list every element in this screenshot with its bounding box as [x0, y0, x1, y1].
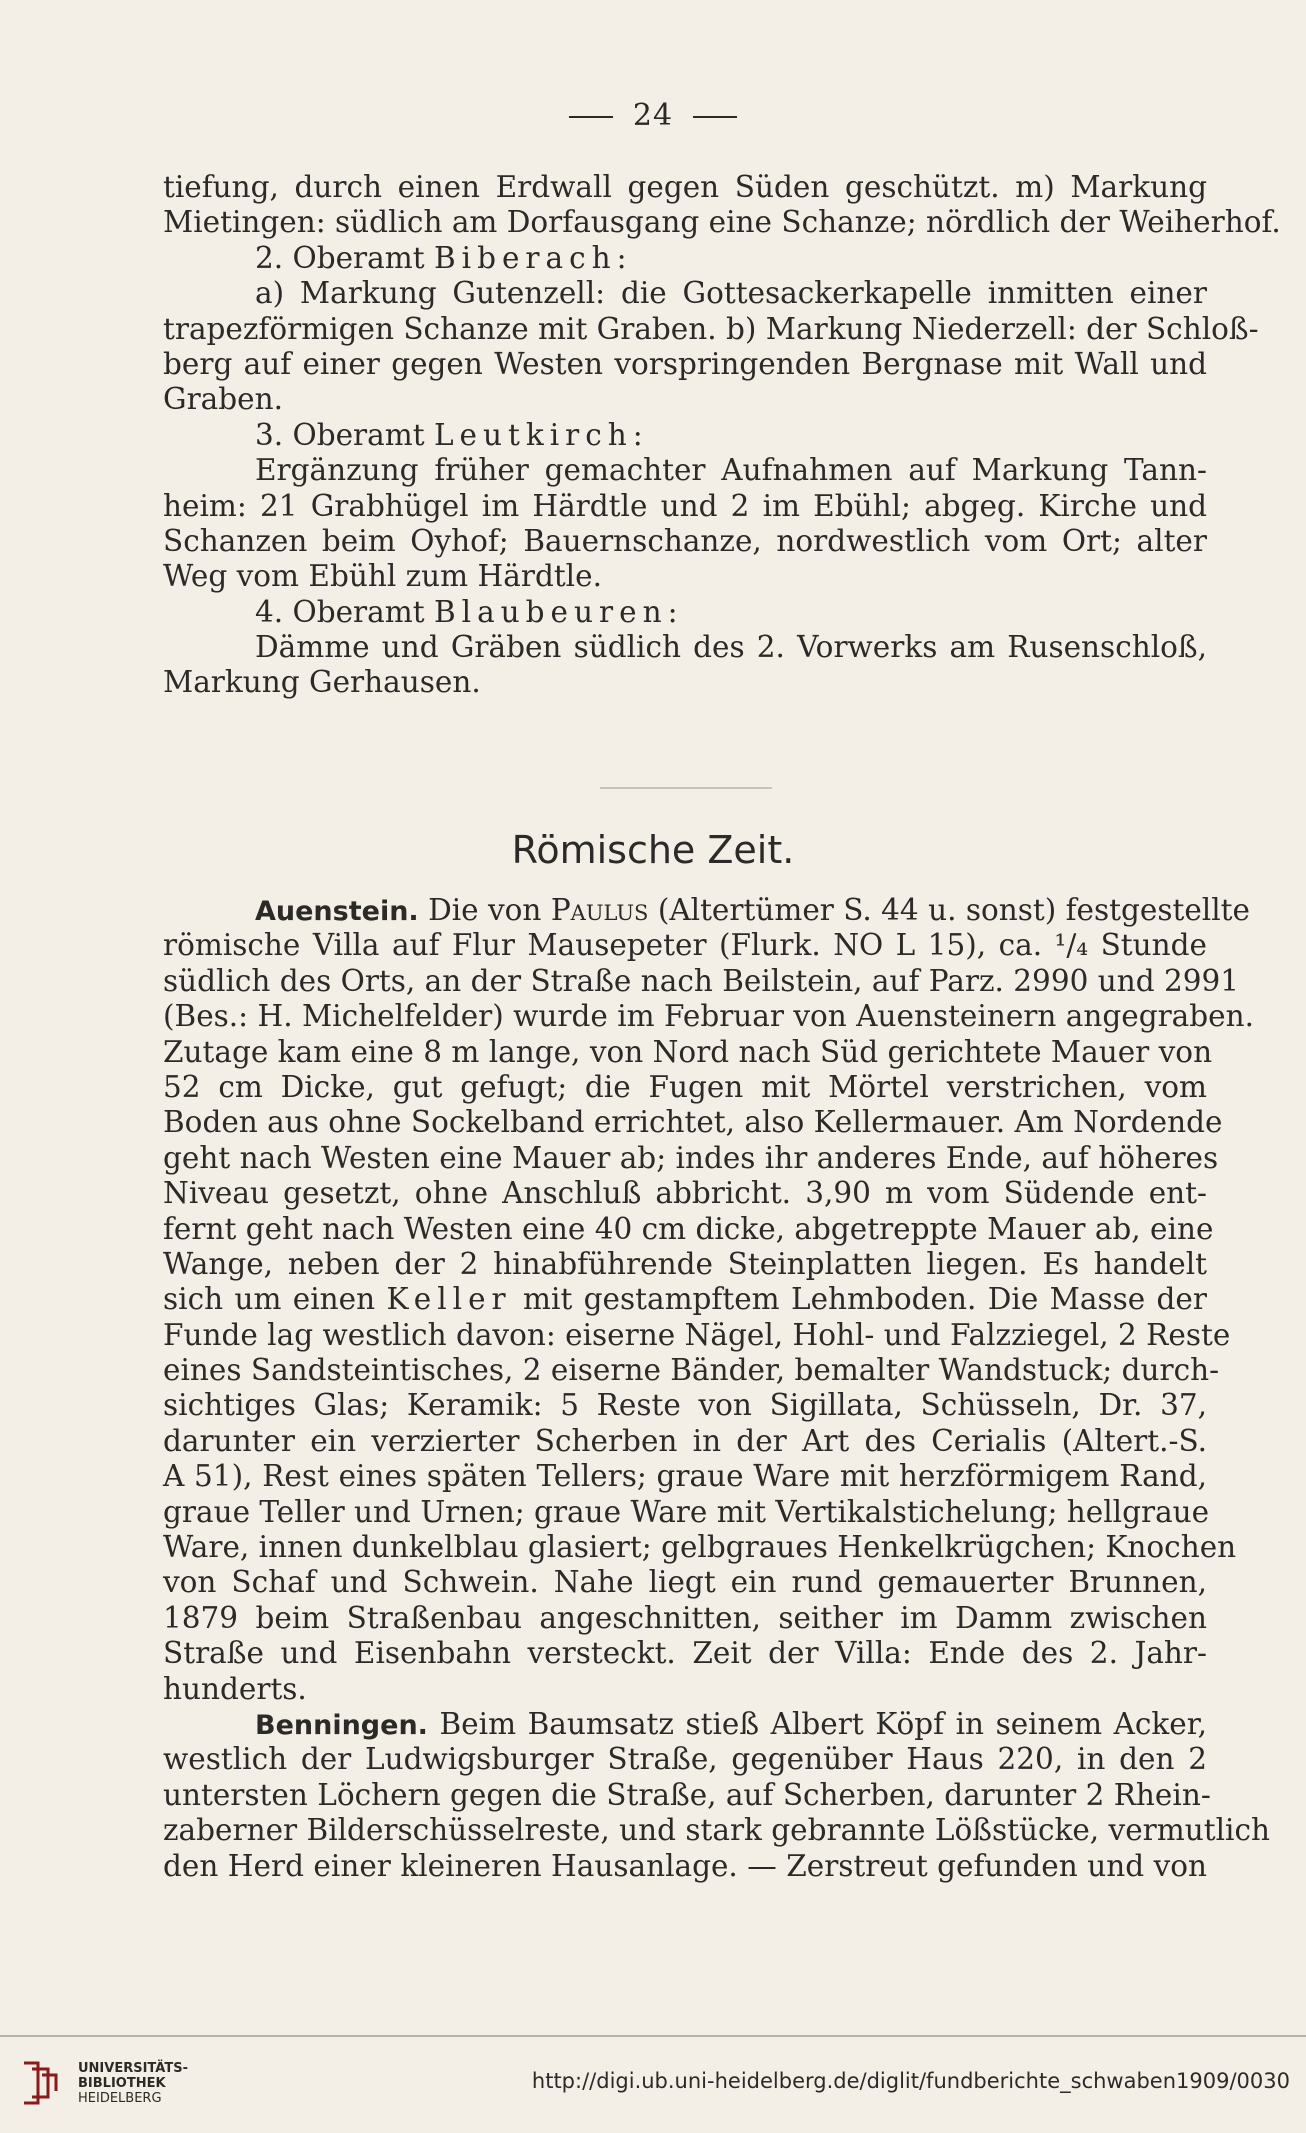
text-line: Graben. [163, 382, 283, 417]
text-line: Markung Gerhausen. [163, 665, 481, 700]
text-line: geht nach Westen eine Mauer ab; indes ihr anderes Ende, auf höheres [163, 1140, 1219, 1175]
text-line: eines Sandsteintisches, 2 eiserne Bänder, bemalter Wandstuck; durch- [163, 1353, 1220, 1388]
author-name: Paulus [550, 893, 649, 927]
text-line: Weg vom Ebühl zum Härdtle. [163, 559, 602, 594]
page-number-text: 24 [632, 98, 674, 133]
text-line: untersten Löchern gegen die Straße, auf Scherben, darunter 2 Rhein- [163, 1777, 1211, 1812]
oberamt-name: Blaubeuren: [433, 594, 684, 629]
oberamt-heading-blaubeuren: 4. Oberamt Blaubeuren: [255, 594, 684, 629]
text-line: von Schaf und Schwein. Nahe liegt ein rund gemauerter Brunnen, [163, 1565, 1207, 1600]
text-line: südlich des Orts, an der Straße nach Beilstein, auf Parz. 2990 und 2991 [163, 963, 1240, 998]
keller-line: sich um einen Keller mit gestampftem Lehmboden. Die Masse der [163, 1282, 1207, 1317]
text-line: Schanzen beim Oyhof; Bauernschanze, nordwestlich vom Ort; alter [163, 523, 1207, 558]
text-line: heim: 21 Grabhügel im Härdtle und 2 im Ebühl; abgeg. Kirche und [163, 488, 1207, 523]
text-line: 52 cm Dicke, gut gefugt; die Fugen mit Mörtel verstrichen, vom [163, 1069, 1207, 1104]
text-line: tiefung, durch einen Erdwall gegen Süden geschützt. m) Markung [163, 170, 1207, 204]
text-line: darunter ein verzierter Scherben in der Art des Cerialis (Altert.-S. [163, 1423, 1207, 1458]
text-line: Boden aus ohne Sockelband errichtet, also Kellermauer. Am Nordende [163, 1105, 1223, 1140]
text-line: trapezförmigen Schanze mit Graben. b) Markung Niederzell: der Schloß- [163, 311, 1259, 346]
oberamt-heading-biberach: 2. Oberamt Biberach: [255, 240, 633, 275]
page-number [0, 98, 1306, 133]
text-line: Wange, neben der 2 hinabführende Steinplatten liegen. Es handelt [163, 1246, 1207, 1281]
text-line: Ergänzung früher gemachter Aufnahmen auf Markung Tann- [255, 453, 1207, 488]
text-line: sichtiges Glas; Keramik: 5 Reste von Sigillata, Schüsseln, Dr. 37, [163, 1388, 1207, 1423]
library-name: UNIVERSITÄTS- BIBLIOTHEK HEIDELBERG [78, 2061, 188, 2106]
text-line: 1879 beim Straßenbau angeschnitten, seither im Damm zwischen [163, 1600, 1207, 1635]
entry-lead-benningen: Benningen. [255, 1709, 428, 1741]
text-line: den Herd einer kleineren Hausanlage. — Zerstreut gefunden und von [163, 1848, 1207, 1883]
body-text-roman [163, 893, 1270, 1884]
auenstein-first-line: Auenstein. Die von Paulus (Altertümer S. 44 u. sonst) festgestellte [255, 893, 1250, 927]
page-number-dash-left [569, 116, 613, 118]
benningen-first-line: Benningen. Beim Baumsatz stieß Albert Köpf in seinem Acker, [255, 1706, 1207, 1741]
source-url-link[interactable]: http://digi.ub.uni-heidelberg.de/diglit/fundberichte_schwaben1909/0030 [531, 2069, 1290, 2093]
section-divider [600, 787, 772, 789]
text-line: zaberner Bilderschüsselreste, und stark gebrannte Lößstücke, vermutlich [163, 1813, 1270, 1848]
text-line: berg auf einer gegen Westen vorspringenden Bergnase mit Wall und [163, 346, 1207, 381]
text-line: hunderts. [163, 1671, 307, 1706]
text-line: Straße und Eisenbahn versteckt. Zeit der Villa: Ende des 2. Jahr- [163, 1636, 1207, 1671]
text-line: Dämme und Gräben südlich des 2. Vorwerks am Rusenschloß, [255, 630, 1207, 665]
footer-bar [0, 2035, 1306, 2133]
text-line: Mietingen: südlich am Dorfausgang eine Schanze; nördlich der Weiherhof. [163, 205, 1281, 240]
text-line: westlich der Ludwigsburger Straße, gegenüber Haus 220, in den 2 [163, 1742, 1207, 1777]
oberamt-heading-leutkirch: 3. Oberamt Leutkirch: [255, 417, 649, 452]
text-line: Zutage kam eine 8 m lange, von Nord nach Süd gerichtete Mauer von [163, 1034, 1213, 1069]
oberamt-name: Biberach: [433, 240, 633, 275]
section-heading: Römische Zeit. [511, 828, 795, 872]
text-line: Funde lag westlich davon: eiserne Nägel, Hohl- und Falzziegel, 2 Reste [163, 1317, 1231, 1352]
oberamt-name: Leutkirch: [433, 417, 649, 452]
entry-lead-auenstein: Auenstein. [255, 896, 419, 927]
body-text-top [163, 170, 1281, 701]
text-line: a) Markung Gutenzell: die Gottesackerkapelle inmitten einer [255, 276, 1207, 311]
text-line: Niveau gesetzt, ohne Anschluß abbricht. 3,90 m vom Südende ent- [163, 1176, 1207, 1211]
university-library-logo-icon [18, 2057, 62, 2109]
text-line: fernt geht nach Westen eine 40 cm dicke, abgetreppte Mauer ab, eine [163, 1211, 1214, 1246]
text-line: A 51), Rest eines späten Tellers; graue Ware mit herzförmigem Rand, [163, 1459, 1207, 1494]
spaced-word: Keller [386, 1282, 512, 1317]
page-number-dash-right [693, 116, 737, 118]
text-line: graue Teller und Urnen; graue Ware mit Vertikalstichelung; hellgraue [163, 1494, 1210, 1529]
text-line: (Bes.: H. Michelfelder) wurde im Februar von Auensteinern angegraben. [163, 999, 1254, 1034]
text-line: römische Villa auf Flur Mausepeter (Flurk. NO L 15), ca. ¹/₄ Stunde [163, 928, 1207, 963]
text-line: Ware, innen dunkelblau glasiert; gelbgraues Henkelkrügchen; Knochen [163, 1530, 1237, 1565]
